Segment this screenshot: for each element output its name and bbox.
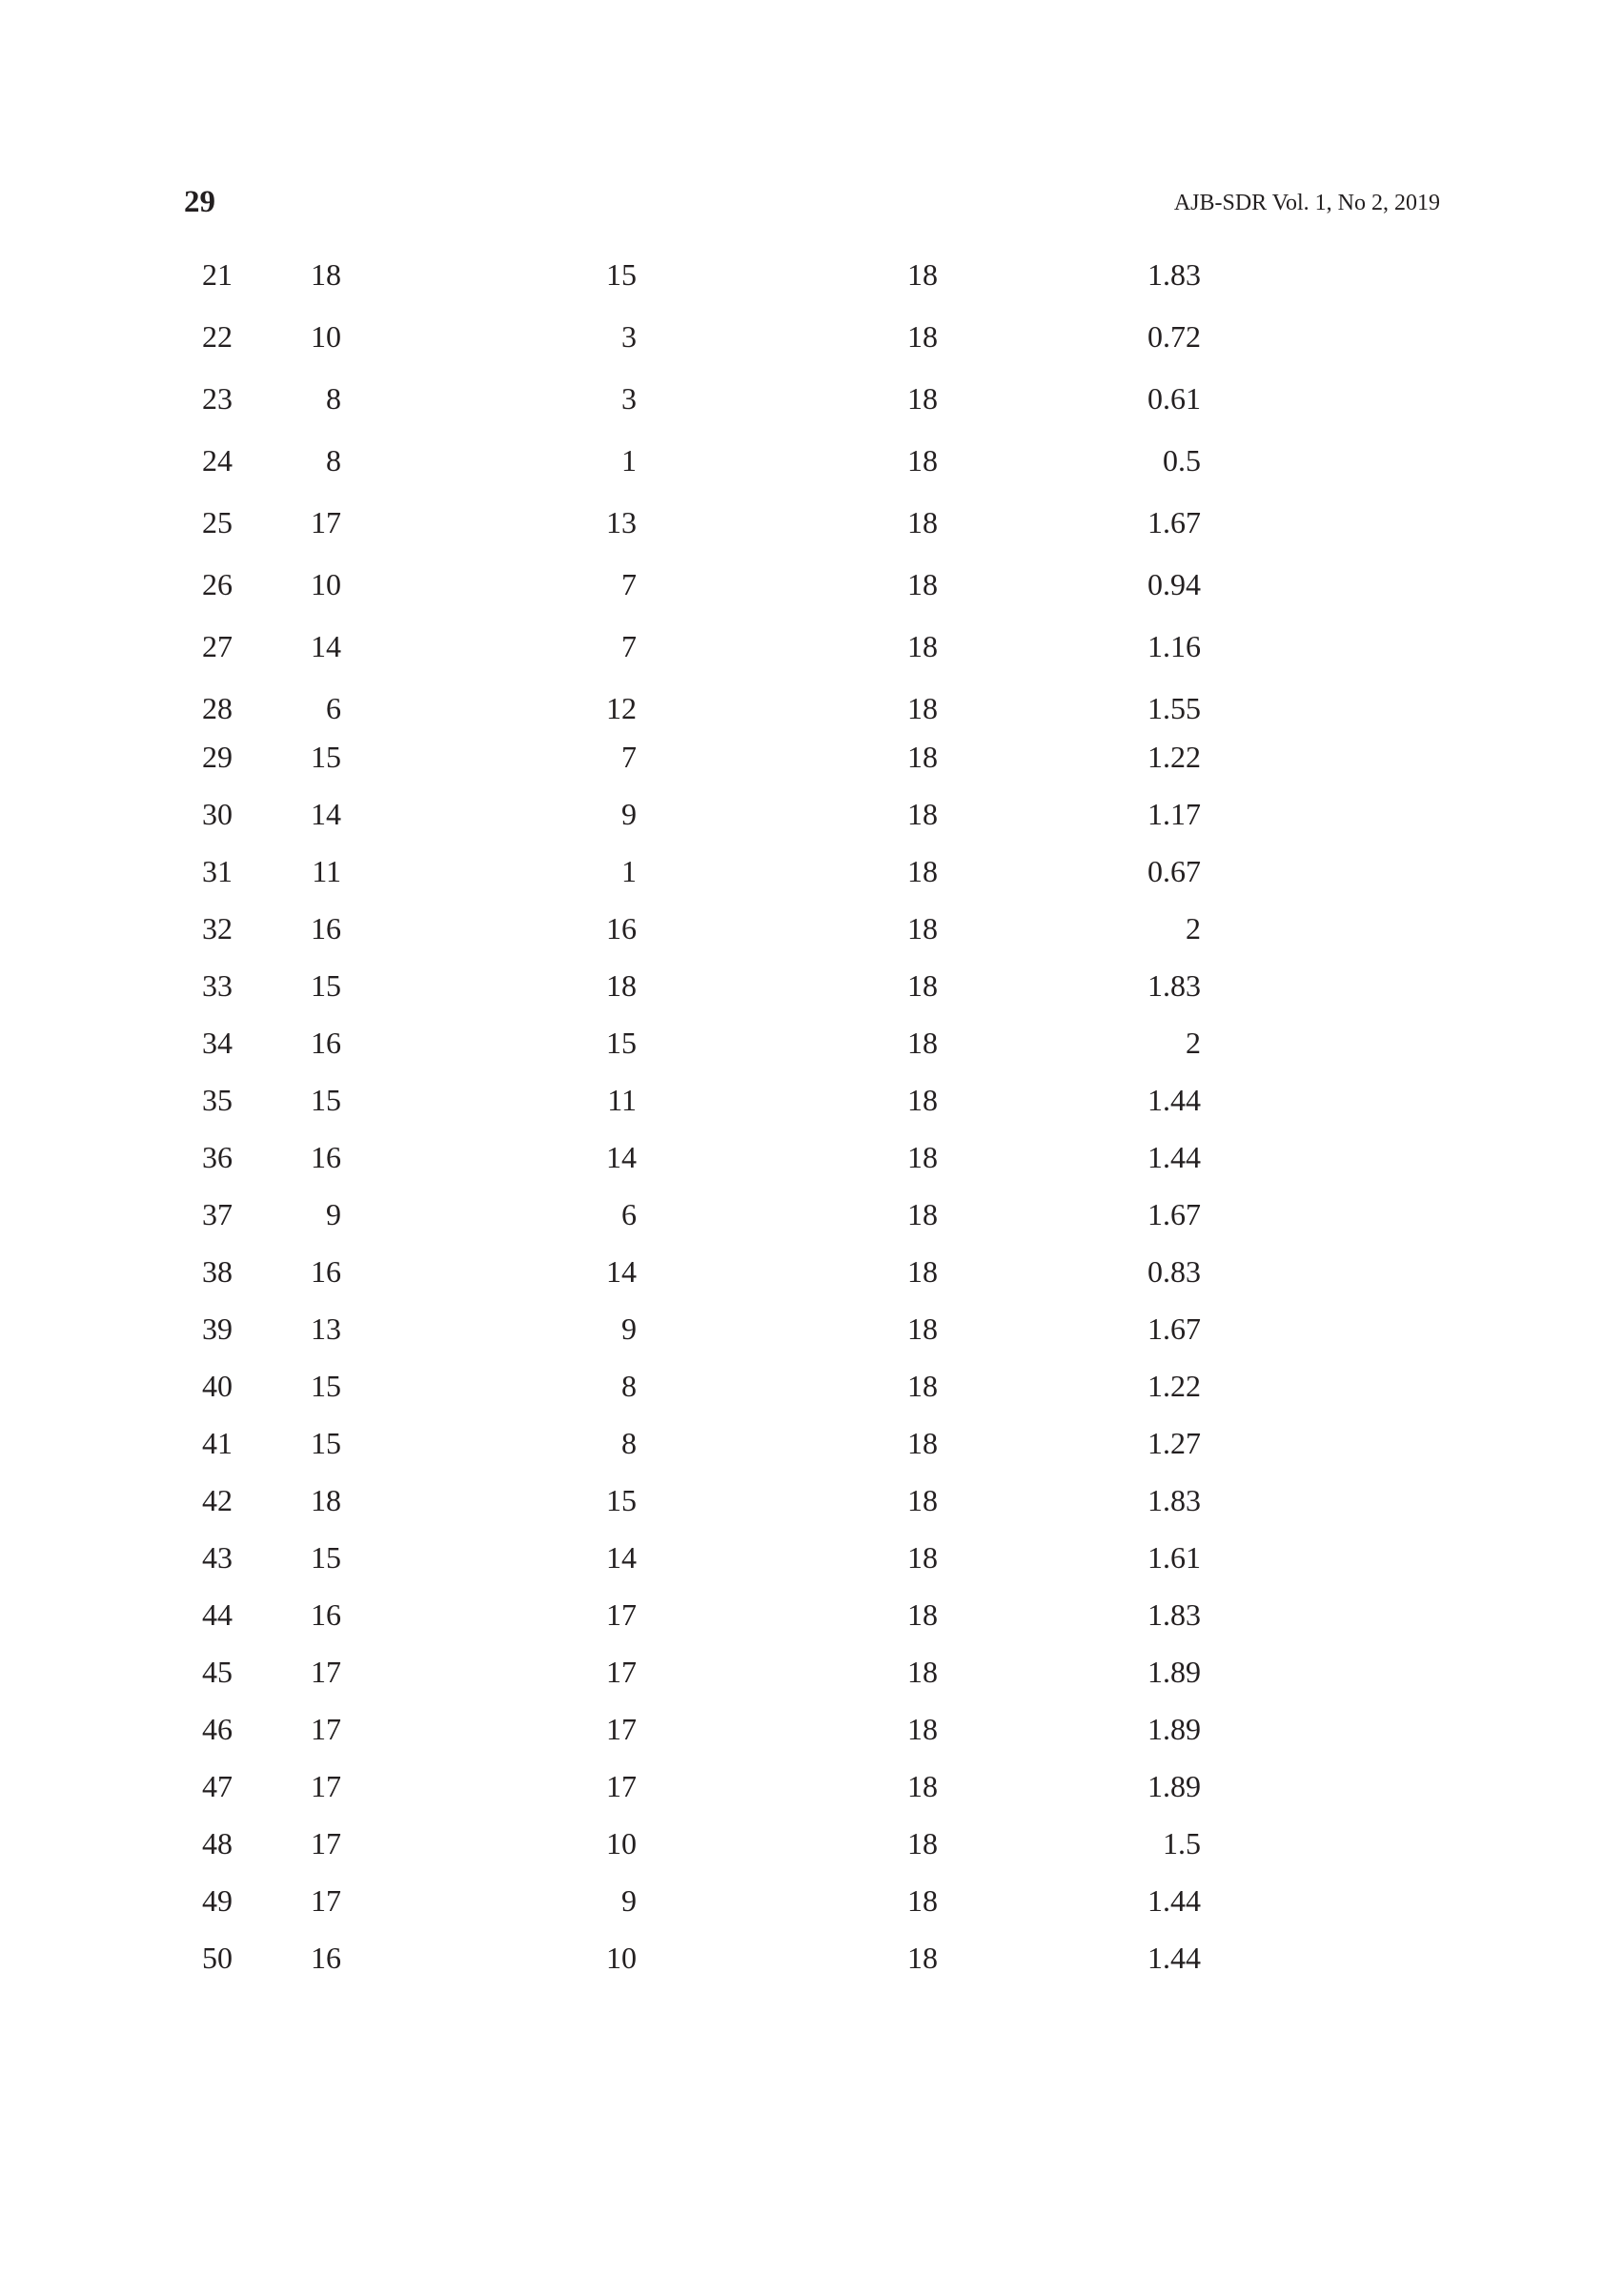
- table-cell: 1.67: [1147, 505, 1201, 539]
- table-cell: 1.17: [1147, 797, 1201, 831]
- table-cell: 14: [606, 1254, 637, 1289]
- table-cell: 15: [311, 1426, 341, 1460]
- table-cell: 18: [907, 740, 938, 774]
- table-cell: 15: [311, 968, 341, 1003]
- table-cell: 43: [202, 1540, 233, 1575]
- table-cell: 15: [311, 1540, 341, 1575]
- table-cell: 18: [907, 443, 938, 478]
- table-row: [0, 734, 1624, 780]
- table-cell: 30: [202, 797, 233, 831]
- table-cell: 41: [202, 1426, 233, 1460]
- table-row: [0, 1077, 1624, 1123]
- table-cell: 39: [202, 1311, 233, 1346]
- table-cell: 1.44: [1147, 1083, 1201, 1117]
- table-cell: 14: [311, 629, 341, 663]
- table-cell: 18: [907, 319, 938, 354]
- table-cell: 44: [202, 1597, 233, 1632]
- table-cell: 18: [907, 854, 938, 888]
- table-cell: 47: [202, 1769, 233, 1803]
- table-row: [0, 963, 1624, 1008]
- table-row: [0, 1763, 1624, 1809]
- table-cell: 11: [607, 1083, 637, 1117]
- table-row: [0, 499, 1624, 545]
- table-cell: 24: [202, 443, 233, 478]
- page-number: 29: [184, 185, 215, 219]
- table-cell: 1.44: [1147, 1883, 1201, 1918]
- table-cell: 18: [907, 911, 938, 945]
- journal-running-head: AJB-SDR Vol. 1, No 2, 2019: [1173, 191, 1440, 215]
- table-row: [0, 376, 1624, 421]
- table-cell: 1.67: [1147, 1311, 1201, 1346]
- table-cell: 2: [1186, 911, 1201, 945]
- table-cell: 18: [907, 629, 938, 663]
- table-cell: 6: [326, 691, 341, 725]
- table-cell: 8: [621, 1426, 637, 1460]
- table-cell: 7: [621, 629, 637, 663]
- table-cell: 38: [202, 1254, 233, 1289]
- table-cell: 18: [907, 1712, 938, 1746]
- table-cell: 16: [311, 1254, 341, 1289]
- table-cell: 1.83: [1147, 1597, 1201, 1632]
- table-cell: 18: [907, 1140, 938, 1174]
- table-cell: 18: [907, 1026, 938, 1060]
- table-cell: 10: [606, 1941, 637, 1975]
- table-cell: 6: [621, 1197, 637, 1231]
- table-row: [0, 1878, 1624, 1923]
- table-cell: 31: [202, 854, 233, 888]
- table-cell: 46: [202, 1712, 233, 1746]
- table-cell: 9: [621, 1883, 637, 1918]
- table-cell: 0.67: [1147, 854, 1201, 888]
- table-cell: 18: [907, 1540, 938, 1575]
- table-cell: 32: [202, 911, 233, 945]
- table-cell: 1.89: [1147, 1712, 1201, 1746]
- table-row: [0, 848, 1624, 894]
- table-cell: 16: [311, 1140, 341, 1174]
- table-row: [0, 561, 1624, 607]
- table-row: [0, 1306, 1624, 1352]
- table-cell: 1.67: [1147, 1197, 1201, 1231]
- table-cell: 18: [907, 1655, 938, 1689]
- table-cell: 15: [606, 257, 637, 292]
- table-cell: 16: [606, 911, 637, 945]
- table-cell: 34: [202, 1026, 233, 1060]
- table-cell: 18: [907, 1826, 938, 1860]
- table-cell: 14: [311, 797, 341, 831]
- table-cell: 40: [202, 1369, 233, 1403]
- table-cell: 18: [907, 691, 938, 725]
- table-cell: 1.27: [1147, 1426, 1201, 1460]
- table-cell: 18: [907, 1369, 938, 1403]
- table-row: [0, 685, 1624, 731]
- table-cell: 50: [202, 1941, 233, 1975]
- table-row: [0, 1535, 1624, 1580]
- table-cell: 18: [907, 1254, 938, 1289]
- table-cell: 9: [621, 797, 637, 831]
- table-cell: 8: [621, 1369, 637, 1403]
- table-cell: 12: [606, 691, 637, 725]
- table-cell: 28: [202, 691, 233, 725]
- table-cell: 35: [202, 1083, 233, 1117]
- table-cell: 1.89: [1147, 1655, 1201, 1689]
- table-cell: 17: [311, 1712, 341, 1746]
- table-cell: 0.72: [1147, 319, 1201, 354]
- table-row: [0, 1935, 1624, 1981]
- table-row: [0, 1134, 1624, 1180]
- table-cell: 18: [907, 968, 938, 1003]
- table-cell: 0.5: [1163, 443, 1201, 478]
- table-cell: 15: [311, 1083, 341, 1117]
- table-cell: 10: [311, 567, 341, 601]
- table-cell: 1: [621, 854, 637, 888]
- table-cell: 1.16: [1147, 629, 1201, 663]
- table-row: [0, 905, 1624, 951]
- table-cell: 17: [311, 1655, 341, 1689]
- table-cell: 13: [606, 505, 637, 539]
- table-cell: 16: [311, 1026, 341, 1060]
- table-cell: 9: [326, 1197, 341, 1231]
- table-cell: 15: [311, 1369, 341, 1403]
- table-cell: 25: [202, 505, 233, 539]
- table-cell: 1.44: [1147, 1140, 1201, 1174]
- table-cell: 18: [311, 1483, 341, 1517]
- table-cell: 15: [311, 740, 341, 774]
- table-row: [0, 1249, 1624, 1294]
- table-cell: 14: [606, 1140, 637, 1174]
- table-row: [0, 1420, 1624, 1466]
- table-cell: 18: [907, 1883, 938, 1918]
- table-row: [0, 1820, 1624, 1866]
- table-cell: 22: [202, 319, 233, 354]
- table-cell: 1.89: [1147, 1769, 1201, 1803]
- table-row: [0, 1592, 1624, 1637]
- table-cell: 1.83: [1147, 257, 1201, 292]
- table-cell: 17: [606, 1712, 637, 1746]
- table-cell: 17: [606, 1769, 637, 1803]
- table-cell: 2: [1186, 1026, 1201, 1060]
- table-cell: 16: [311, 911, 341, 945]
- table-cell: 16: [311, 1941, 341, 1975]
- table-cell: 42: [202, 1483, 233, 1517]
- table-cell: 49: [202, 1883, 233, 1918]
- table-cell: 1.83: [1147, 1483, 1201, 1517]
- table-cell: 11: [312, 854, 341, 888]
- table-row: [0, 1477, 1624, 1523]
- table-row: [0, 252, 1624, 297]
- table-cell: 17: [311, 1883, 341, 1918]
- table-cell: 36: [202, 1140, 233, 1174]
- table-row: [0, 1649, 1624, 1695]
- table-row: [0, 1020, 1624, 1066]
- table-cell: 18: [907, 1197, 938, 1231]
- table-cell: 3: [621, 381, 637, 416]
- table-row: [0, 623, 1624, 669]
- table-cell: 1.44: [1147, 1941, 1201, 1975]
- table-cell: 21: [202, 257, 233, 292]
- table-row: [0, 1191, 1624, 1237]
- table-cell: 18: [907, 567, 938, 601]
- table-cell: 1.83: [1147, 968, 1201, 1003]
- table-cell: 15: [606, 1483, 637, 1517]
- table-cell: 18: [606, 968, 637, 1003]
- table-cell: 1.5: [1163, 1826, 1201, 1860]
- table-cell: 1.22: [1147, 740, 1201, 774]
- table-cell: 33: [202, 968, 233, 1003]
- table-cell: 18: [907, 1483, 938, 1517]
- table-cell: 29: [202, 740, 233, 774]
- table-row: [0, 314, 1624, 359]
- table-cell: 18: [907, 505, 938, 539]
- table-cell: 45: [202, 1655, 233, 1689]
- table-cell: 26: [202, 567, 233, 601]
- table-cell: 10: [606, 1826, 637, 1860]
- table-cell: 15: [606, 1026, 637, 1060]
- table-cell: 17: [311, 1769, 341, 1803]
- table-cell: 18: [311, 257, 341, 292]
- table-cell: 8: [326, 443, 341, 478]
- table-cell: 0.83: [1147, 1254, 1201, 1289]
- table-cell: 1.61: [1147, 1540, 1201, 1575]
- table-cell: 18: [907, 1311, 938, 1346]
- table-row: [0, 437, 1624, 483]
- table-cell: 18: [907, 1083, 938, 1117]
- table-cell: 14: [606, 1540, 637, 1575]
- table-cell: 27: [202, 629, 233, 663]
- table-cell: 37: [202, 1197, 233, 1231]
- table-cell: 18: [907, 1426, 938, 1460]
- table-cell: 7: [621, 567, 637, 601]
- table-row: [0, 1706, 1624, 1752]
- table-cell: 1.55: [1147, 691, 1201, 725]
- table-cell: 17: [606, 1655, 637, 1689]
- table-cell: 0.61: [1147, 381, 1201, 416]
- table-cell: 18: [907, 257, 938, 292]
- table-cell: 17: [311, 1826, 341, 1860]
- table-cell: 13: [311, 1311, 341, 1346]
- table-cell: 3: [621, 319, 637, 354]
- table-cell: 0.94: [1147, 567, 1201, 601]
- table-cell: 17: [606, 1597, 637, 1632]
- table-cell: 7: [621, 740, 637, 774]
- table-cell: 10: [311, 319, 341, 354]
- table-cell: 18: [907, 381, 938, 416]
- table-cell: 48: [202, 1826, 233, 1860]
- table-cell: 1: [621, 443, 637, 478]
- table-cell: 8: [326, 381, 341, 416]
- table-row: [0, 1363, 1624, 1409]
- table-cell: 18: [907, 1597, 938, 1632]
- table-cell: 17: [311, 505, 341, 539]
- table-cell: 16: [311, 1597, 341, 1632]
- table-cell: 23: [202, 381, 233, 416]
- table-cell: 18: [907, 1941, 938, 1975]
- table-cell: 9: [621, 1311, 637, 1346]
- table-row: [0, 791, 1624, 837]
- table-cell: 18: [907, 797, 938, 831]
- table-cell: 1.22: [1147, 1369, 1201, 1403]
- table-cell: 18: [907, 1769, 938, 1803]
